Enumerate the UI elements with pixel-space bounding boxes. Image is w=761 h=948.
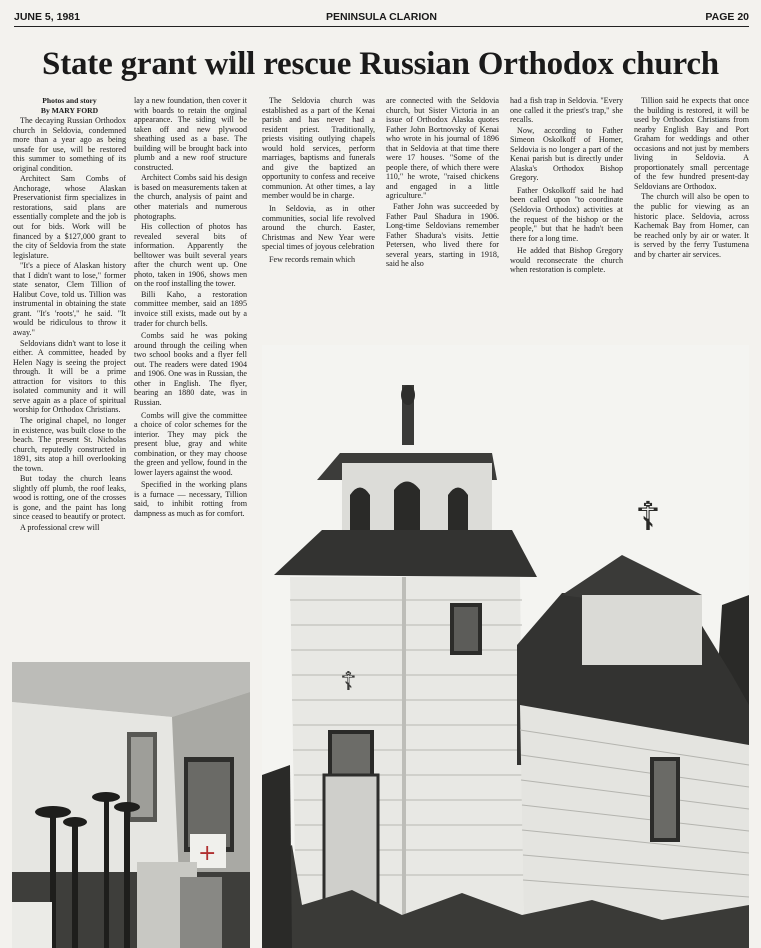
article-column-5: [510, 96, 623, 276]
paragraph: Architect Combs said his design is based on measurements taken at the church, analysis of paint and other materials and numerous photographs.: [134, 173, 247, 221]
church-exterior-image: [262, 345, 749, 948]
paragraph: Combs said he was poking around through the ceiling when two school books and a flyer fell out. The readers were dated 1904 and 1906. One was in Russian, the other in English. The flyer, bearing an 1880 date, was in Russian.: [134, 331, 247, 407]
paragraph: Few records remain which: [269, 254, 356, 264]
article-column-2: [134, 96, 247, 520]
author-byline: By MARY FORD: [40, 106, 99, 115]
paragraph: Specified in the working plans is a furnace — necessary, Tillion said, to inhibit rotting from dampness as much as for comfort.: [134, 480, 247, 518]
paragraph: lay a new foundation, then cover it with boards to retain the orginal appearance. The siding will be taken off and new plywood sheathing used as a base. The building will be brought back into plumb and a new roof structure constructed.: [134, 96, 247, 172]
paragraph: Architect Sam Combs of Anchorage, whose Alaskan Preservationist firm specializes in restorations, said plans are essentially complete and the job is out for bids. Work will be financed by a $127,000 grant to the city of Seldovia from the state legislature.: [13, 174, 126, 260]
paragraph: His collection of photos has revealed several bits of information. Apparently the belltower was built several years after the church went up. One photo, taken in 1906, shows men on the roof installing the tower.: [134, 222, 247, 289]
newspaper-name: PENINSULA CLARION: [325, 11, 438, 23]
paragraph: A professional crew will: [20, 522, 100, 532]
article-column-4: [386, 96, 499, 270]
paragraph: Combs will give the committee a choice of color schemes for the interior. They may pick the present blue, gray and white combination, or they may choose the green and yellow, found in the lower layers against the wood.: [134, 410, 247, 477]
paragraph: Now, according to Father Simeon Oskolkoff of Homer, Seldovia is no longer a part of the Kenai parish but is directly under Alaska's Orthodox Bishop Gregory.: [510, 125, 623, 183]
church-exterior-photo: [262, 345, 749, 948]
article-headline: State grant will rescue Russian Orthodox church: [42, 46, 719, 82]
page-header: [14, 8, 749, 27]
church-interior-image: [12, 662, 250, 948]
article-column-3: [262, 96, 375, 265]
paragraph: The decaying Russian Orthodox church in Seldovia, condemned more than a year ago as being unsafe for use, will be restored this summer to something of its original condition.: [13, 116, 126, 173]
article-column-6: [634, 96, 749, 260]
paragraph: are connected with the Seldovia church, but Sister Victoria in an issue of Orthodox Alaska quotes Father John Bortnovsky of Kenai who wrote in his journal of 1896 that in Seldovia at that time there were 17 houses. "Some of the people there, of which there were 110," he wrote, "raised chickens and engaged in a little agriculture.": [386, 96, 499, 201]
article-column-1: [13, 96, 126, 534]
paragraph: The original chapel, no longer in existence, was built close to the beach. The present St. Nicholas church, reputedly constructed in 1891, sits atop a hill overlooking the town.: [13, 415, 126, 473]
paragraph: Billi Kaho, a restoration committee member, said an 1895 invoice still exists, made out by a trader for church bells.: [134, 289, 247, 328]
photo-credit: Photos and story: [42, 96, 97, 105]
paragraph: "It's a piece of Alaskan history that I didn't want to lose," former state senator, Clem Tillion of Halibut Cove, told us. Tillion was instrumental in obtaining the state grant. "It's 'roots'," he said. "It would be ridiculous to throw it away.": [13, 261, 126, 338]
paragraph: Tillion said he expects that once the building is restored, it will be used by Orthodox Christians from nearby English Bay and Port Graham for weddings and other occasions and not just by members living in Seldovia. A proportionately small percentage of the few hundred present-day Seldovians are Orthodox.: [634, 96, 749, 191]
svg-text:+: +: [198, 841, 217, 866]
paragraph: But today the church leans slightly off plumb, the roof leaks, wood is rotting, one of the crosses is gone, and the paint has long since ceased to beautify or protect.: [13, 474, 126, 522]
interior-photo: [12, 662, 250, 948]
svg-text:☦: ☦: [635, 494, 661, 540]
issue-date: JUNE 5, 1981: [14, 11, 80, 23]
paragraph: He added that Bishop Gregory would reconsecrate the church when restoration is complete.: [510, 246, 623, 275]
paragraph: Seldovians didn't want to lose it either. A committee, headed by Helen Nagy is seeing the project through. It will be a prime attraction for visitors to this isolated community and it will serve again as a place of spiritual worship for Orthodox Christians.: [13, 338, 126, 415]
paragraph: Father John was succeeded by Father Paul Shadura in 1906. Long-time Seldovians remember Father Shadura's visits. Jettie Petersen, who lived there for several years, starting in 1918, said he also: [386, 202, 499, 269]
paragraph: The Seldovia church was established as a part of the Kenai parish and has never had a resident priest. Traditionally, priests visiting outlying chapels would hold services, perform marriages, baptisms and funerals and give the baptized an opportunity to confess and receive communion. At other times, a lay member would be in charge.: [262, 96, 375, 201]
page-number: PAGE 20: [705, 11, 749, 23]
paragraph: The church will also be open to the public for viewing as an historic place. Seldovia, across Kachemak Bay from Homer, can be reached only by air or water. It is served by the ferry Tustumena and by charter air services.: [634, 192, 749, 259]
paragraph: In Seldovia, as in other communities, social life revolved around the church. Easter, Christmas and New Year were special times of joyous celebration: [262, 204, 375, 252]
paragraph: Father Oskolkoff said he had been called upon "to coordinate (Seldovia Orthodox) activities at the request of the bishop or the people," but that he hadn't been there for a long time.: [510, 185, 623, 243]
paragraph: had a fish trap in Seldovia. "Every one called it the priest's trap," she recalls.: [510, 96, 623, 125]
svg-text:☦: ☦: [340, 667, 357, 697]
